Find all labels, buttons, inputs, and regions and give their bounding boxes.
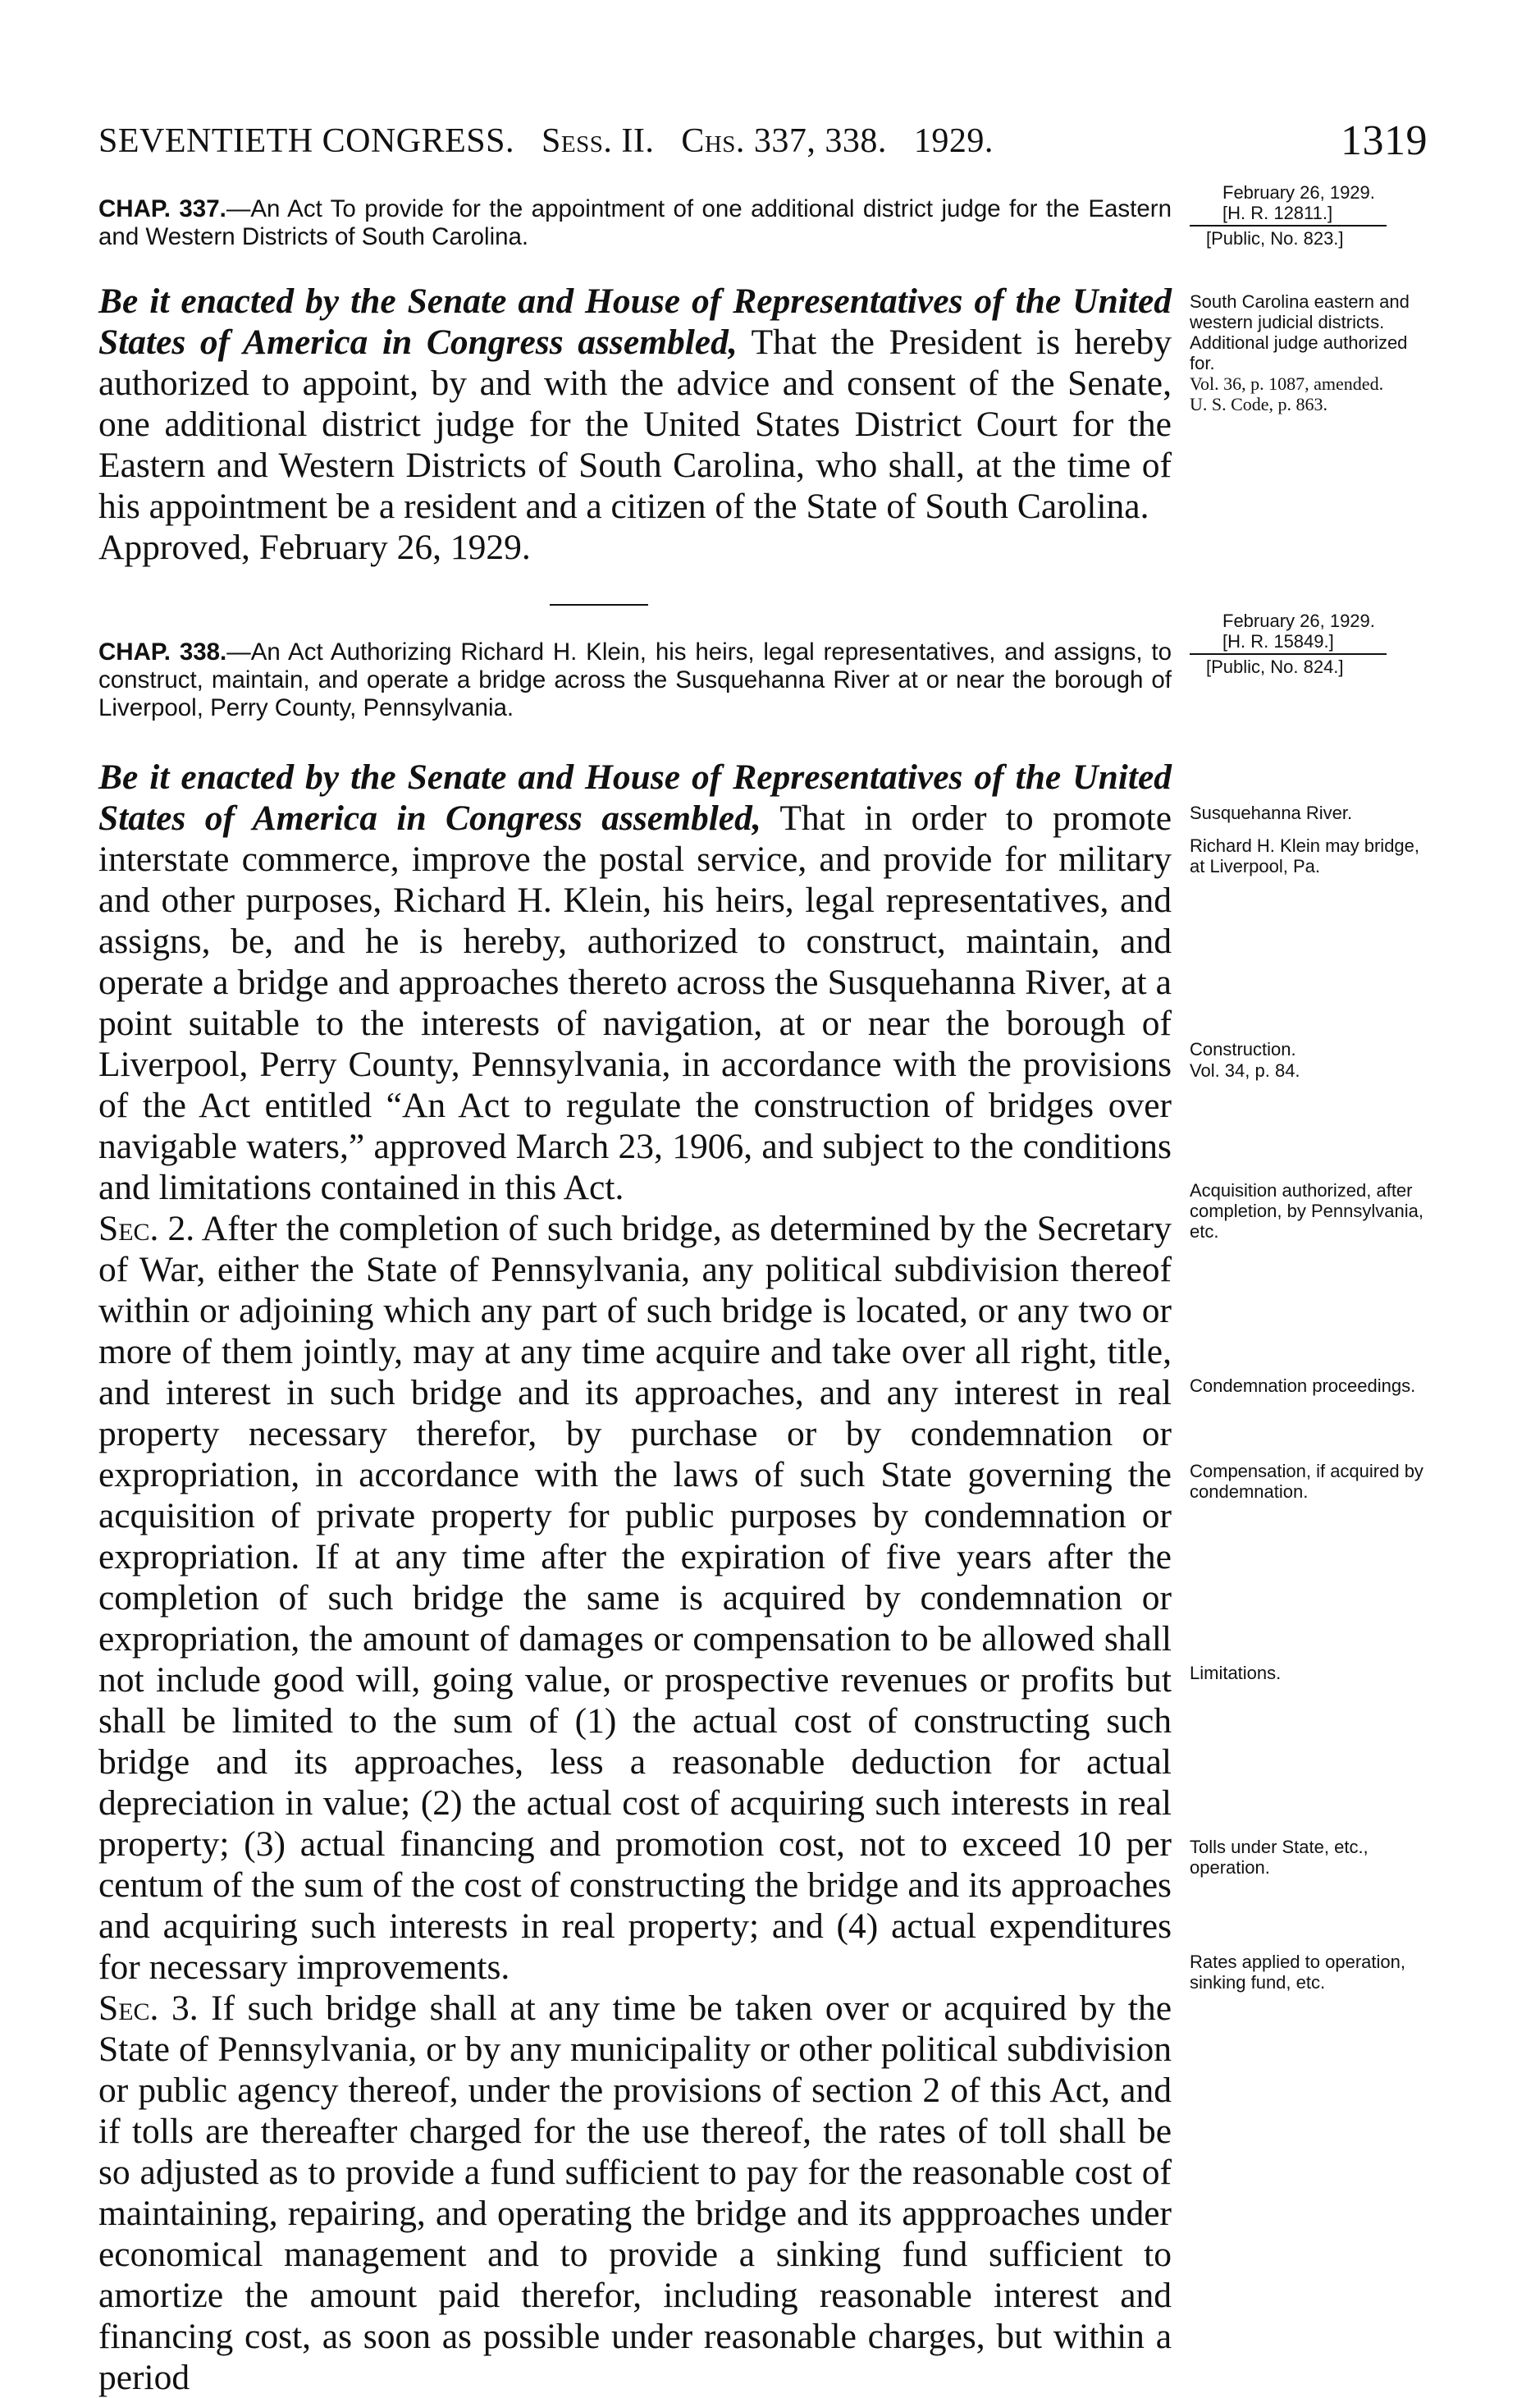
running-header [98,117,1428,164]
chapter-separator [550,604,648,606]
chapter-338-margin-note3: Construction. [1190,1039,1296,1059]
chapter-338-sec2 [98,1208,1172,1988]
chapter-338-margin-note1: Susquehanna River. [1190,803,1353,823]
chapter-338-sec3 [98,1988,1172,2398]
chapter-338-heading: CHAP. 338. [98,638,227,666]
chapter-338-margin-note10: Rates applied to operation, sinking fund, etc. [1190,1952,1405,1993]
header-session: Sess. II. [542,122,655,160]
chapter-338-margin-note5: Acquisition authorized, after completion, by Pennsylvania, etc. [1190,1180,1423,1242]
header-congress: SEVENTIETH CONGRESS. [98,122,515,160]
chapter-338-margin-bill: [H. R. 15849.] [1222,631,1334,652]
chapter-337 [98,195,1172,568]
chapter-338-sec2-label: Sec. 2. [98,1209,195,1248]
chapter-338-sec2-text: After the completion of such bridge, as determined by the Secretary of War, either the State of Pennsylvania, any political subdivision thereof within or adjoining which any part of such bridge is located, or any two or more of them jointly, may at any time acquire and take over all right, title, and interest in such bridge and its approaches, and any interest in real property necessary therefor, by purchase or by condemnation or expropriation, in accordance with the laws of such State governing the acquisition of private property for public purposes by condemnation or expropriation. If at any time after the expiration of five years after the completion of such bridge the same is acquired by condemnation or expropriation, the amount of damages or compensation to be allowed shall not include good will, going value, or prospective revenues or profits but shall be limited to the sum of (1) the actual cost of constructing such bridge and its approaches, less a reasonable deduction for actual depreciation in value; (2) the actual cost of acquiring such interests in real property; (3) actual financing and promotion cost, not to exceed 10 per centum of the sum of the cost of constructing the bridge and its approaches and acquiring such interests in real property; and (4) actual expenditures for necessary improvements. [98,1209,1172,1987]
chapter-338-margin-date: February 26, 1929. [1222,611,1375,631]
header-year: 1929. [913,122,994,160]
chapter-338-margin-note9: Tolls under State, etc., operation. [1190,1837,1369,1878]
chapter-338-margin-note8: Limitations. [1190,1663,1282,1683]
chapter-338-body [98,757,1172,2398]
chapter-338-sec3-label: Sec. 3. [98,1988,199,2028]
chapter-338-enacting-clause: Be it enacted by the Senate and House of Representatives of the United States of America in Congress assembled, [98,757,1172,838]
chapter-337-heading: CHAP. 337. [98,195,226,222]
chapter-337-body-text: That the President is hereby authorized to appoint, by and with the advice and consent of the Senate, one additional district judge for the United States District Court for the Eastern and Western Districts of South Carolina, who shall, at the time of his appointment be a resident and a citizen of the State of South Carolina. [98,323,1172,526]
chapter-338-margin-note6: Condemnation proceedings. [1190,1375,1416,1396]
chapter-337-body [98,281,1172,568]
chapter-337-margin-note4: U. S. Code, p. 863. [1190,394,1328,414]
chapter-337-title [98,195,1172,251]
chapter-338-title [98,638,1172,722]
chapter-338-title-text: —An Act Authorizing Richard H. Klein, his heirs, legal representatives, and assigns, to construct, maintain, and operate a bridge across the Susquehanna River at or near the borough of Liverpool, Perry County, Pennsylvania. [98,638,1172,721]
chapter-337-margin-date: February 26, 1929. [1222,182,1375,203]
chapter-337-enacting-clause: Be it enacted by the Senate and House of Representatives of the United States of America in Congress assembled, [98,281,1172,362]
margin-rule [1190,653,1387,655]
chapter-337-margin-public: [Public, No. 823.] [1206,228,1344,249]
chapter-338-para1-text: That in order to promote interstate commerce, improve the postal service, and provide for military and other purposes, Richard H. Klein, his heirs, legal representatives, and assigns, be, and he is hereby, authorized to construct, maintain, and operate a bridge and approaches thereto across the Susquehanna River, at a point suitable to the interests of navigation, at or near the borough of Liverpool, Perry County, Pennsylvania, in accordance with the provisions of the Act entitled “An Act to regulate the construction of bridges over navigable waters,” approved March 23, 1906, and subject to the conditions and limitations contained in this Act. [98,799,1172,1207]
chapter-337-margin-note2: Additional judge authorized for. [1190,332,1408,373]
chapter-337-margin [1190,182,1436,414]
page-number: 1319 [1341,117,1428,164]
header-chapters: Chs. 337, 338. [681,122,887,160]
chapter-338-margin-note4: Vol. 34, p. 84. [1190,1060,1300,1081]
chapter-337-title-text: —An Act To provide for the appointment of one additional district judge for the Eastern and Western Districts of South Carolina. [98,195,1172,250]
chapter-337-margin-bill: [H. R. 12811.] [1222,203,1333,223]
chapter-337-margin-note1: South Carolina eastern and western judicial districts. [1190,291,1410,332]
chapter-338 [98,638,1172,2398]
chapter-338-margin-header [1190,611,1436,677]
margin-rule [1190,225,1387,227]
chapter-338-margin-note7: Compensation, if acquired by condemnation. [1190,1461,1423,1502]
chapter-338-sec3-text: If such bridge shall at any time be taken over or acquired by the State of Pennsylvania, or by any municipality or other political subdivision or public agency thereof, under the provisions of section 2 of this Act, and if tolls are thereafter charged for the use thereof, the rates of toll shall be so adjusted as to provide a fund sufficient to pay for the reasonable cost of maintaining, repairing, and operating the bridge and its appproaches under economical management and to provide a sinking fund sufficient to amortize the amount paid therefor, including reasonable interest and financing cost, as soon as possible under reasonable charges, but within a period [98,1988,1172,2397]
chapter-338-para1 [98,757,1172,1208]
chapter-337-margin-note3: Vol. 36, p. 1087, amended. [1190,373,1384,394]
chapter-338-margin-note2: Richard H. Klein may bridge, at Liverpool, Pa. [1190,835,1420,876]
chapter-338-margin-public: [Public, No. 824.] [1206,657,1344,677]
chapter-337-approved: Approved, February 26, 1929. [98,528,531,567]
